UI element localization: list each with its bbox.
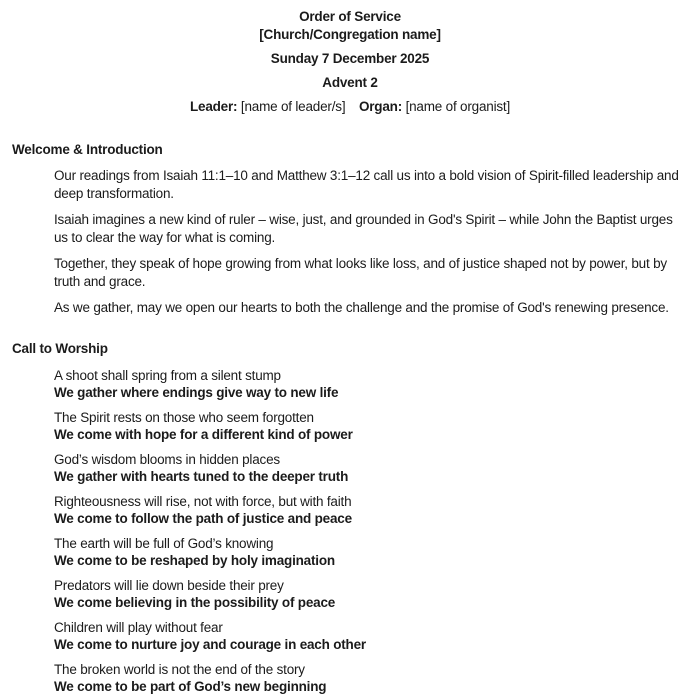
closing-couplet	[54, 661, 690, 695]
organ-name: [name of organist]	[405, 99, 511, 114]
call-line: The earth will be full of God’s knowing	[54, 536, 274, 551]
couplet	[54, 577, 690, 611]
call-to-worship-heading: Call to Worship	[12, 341, 108, 356]
couplet	[54, 535, 690, 569]
response-line: We come believing in the possibility of peace	[54, 595, 336, 610]
service-title: Order of Service	[299, 9, 401, 24]
couplet	[54, 409, 690, 443]
couplet	[54, 451, 690, 485]
call-line: A shoot shall spring from a silent stump	[54, 368, 281, 383]
response-line: We come to nurture joy and courage in each other	[54, 637, 366, 652]
call-line: The Spirit rests on those who seem forgotten	[54, 410, 314, 425]
document-header	[0, 8, 700, 92]
couplet	[54, 367, 690, 401]
church-name: [Church/Congregation name]	[259, 27, 441, 42]
closing-response-line: We come to be part of God’s new beginning	[54, 679, 327, 694]
welcome-heading: Welcome & Introduction	[12, 142, 163, 157]
response-line: We gather with hearts tuned to the deeper truth	[54, 469, 349, 484]
response-line: We come with hope for a different kind of power	[54, 427, 353, 442]
call-line: Righteousness will rise, not with force, but with faith	[54, 494, 352, 509]
response-line: We gather where endings give way to new life	[54, 385, 339, 400]
call-line: Predators will lie down beside their prey	[54, 578, 284, 593]
closing-call-line: The broken world is not the end of the story	[54, 662, 305, 677]
response-line: We come to be reshaped by holy imagination	[54, 553, 335, 568]
season-label: Advent 2	[322, 75, 378, 90]
welcome-paragraph: Together, they speak of hope growing from what looks like loss, and of justice shaped not by power, but by truth and grace.	[54, 256, 667, 289]
call-line: Children will play without fear	[54, 620, 223, 635]
welcome-paragraph: Our readings from Isaiah 11:1–10 and Matthew 3:1–12 call us into a bold vision of Spirit-filled leadership and deep transformation.	[54, 168, 679, 201]
leader-label: Leader:	[189, 99, 238, 114]
welcome-paragraph: As we gather, may we open our hearts to both the challenge and the promise of God's renewing presence.	[54, 300, 669, 315]
service-date: Sunday 7 December 2025	[270, 51, 430, 66]
call-to-worship-body	[54, 367, 690, 695]
leader-name: [name of leader/s]	[240, 99, 346, 114]
couplet	[54, 493, 690, 527]
welcome-paragraph: Isaiah imagines a new kind of ruler – wise, just, and grounded in God's Spirit – while John the Baptist urges us to clear the way for what is coming.	[54, 212, 673, 245]
leader-organ-line	[0, 98, 700, 116]
couplet	[54, 619, 690, 653]
response-line: We come to follow the path of justice and peace	[54, 511, 352, 526]
call-line: God’s wisdom blooms in hidden places	[54, 452, 280, 467]
welcome-body	[54, 167, 690, 317]
organ-label: Organ:	[358, 99, 402, 114]
